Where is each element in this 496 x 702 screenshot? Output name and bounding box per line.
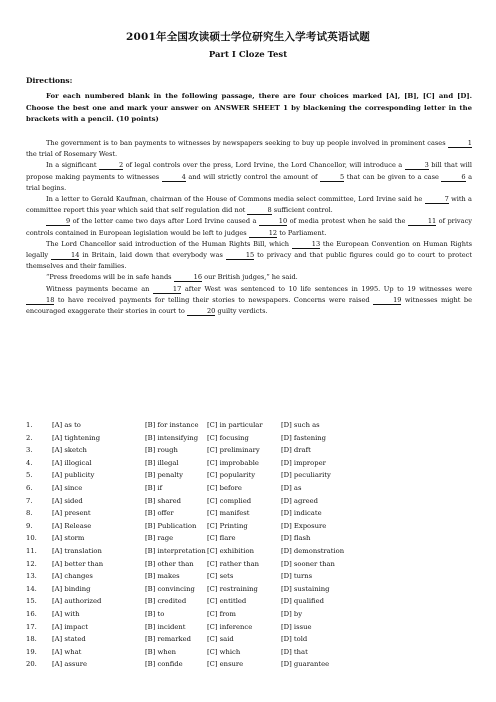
option-row bbox=[26, 532, 361, 545]
answer-options bbox=[26, 419, 361, 671]
section-subtitle: Part I Cloze Test bbox=[208, 50, 288, 60]
option-a: [A] illogical bbox=[52, 458, 92, 467]
option-c: [C] Printing bbox=[207, 521, 248, 530]
option-number: 11. bbox=[26, 546, 37, 555]
option-d: [D] indicate bbox=[281, 509, 322, 518]
passage-text: to have received payments for telling their stories to newspapers. Concerns were raised bbox=[54, 295, 374, 304]
numbered-blank: 13 bbox=[292, 240, 320, 249]
option-row bbox=[26, 444, 361, 457]
option-d: [D] agreed bbox=[281, 496, 318, 505]
passage-paragraph bbox=[26, 216, 472, 238]
passage-text: witnesses might be encouraged exaggerate their stories in court to bbox=[26, 295, 472, 316]
option-c: [C] entitled bbox=[207, 597, 247, 606]
numbered-blank: 5 bbox=[320, 173, 344, 182]
option-d: [D] sooner than bbox=[281, 559, 335, 568]
option-b: [B] Publication bbox=[145, 521, 197, 530]
option-number: 2. bbox=[26, 433, 33, 442]
option-b: [B] rage bbox=[145, 534, 174, 543]
passage-text: our British judges,” he said. bbox=[202, 273, 298, 282]
option-number: 12. bbox=[26, 559, 37, 568]
option-c: [C] rather than bbox=[207, 559, 260, 568]
option-number: 18. bbox=[26, 635, 37, 644]
option-number: 6. bbox=[26, 483, 33, 492]
passage-text: of media protest when he said the bbox=[287, 217, 408, 226]
option-row bbox=[26, 520, 361, 533]
passage-paragraph bbox=[26, 284, 472, 318]
option-d: [D] flash bbox=[281, 534, 311, 543]
passage-text: The government is to ban payments to witnesses by newspapers seeking to buy up people involved in prominent cases bbox=[46, 139, 448, 147]
passage-text: with a committee report this year which said that self regulation did not bbox=[26, 195, 472, 215]
option-d: [D] fastening bbox=[281, 433, 327, 442]
option-a: [A] sketch bbox=[52, 446, 87, 455]
passage-paragraph bbox=[26, 138, 472, 160]
option-b: [B] intensifying bbox=[145, 433, 199, 442]
option-a: [A] translation bbox=[52, 546, 102, 555]
passage-text: Witness payments became an bbox=[46, 284, 153, 293]
option-row bbox=[26, 658, 361, 671]
option-number: 20. bbox=[26, 660, 37, 669]
numbered-blank: 19 bbox=[373, 296, 401, 305]
option-number: 8. bbox=[26, 509, 33, 518]
option-a: [A] storm bbox=[52, 534, 85, 543]
option-c: [C] sets bbox=[207, 572, 234, 581]
option-number: 14. bbox=[26, 584, 37, 593]
passage-text: the trial of Rosemary West. bbox=[26, 150, 118, 159]
passage-paragraph bbox=[26, 160, 472, 194]
option-a: [A] better than bbox=[52, 559, 104, 568]
option-row bbox=[26, 545, 361, 558]
option-b: [B] credited bbox=[145, 597, 187, 606]
option-a: [A] as to bbox=[52, 421, 81, 429]
option-b: [B] penalty bbox=[145, 471, 184, 480]
option-b: [B] other than bbox=[145, 559, 194, 568]
option-d: [D] sustaining bbox=[281, 584, 330, 593]
option-c: [C] popularity bbox=[207, 471, 256, 480]
option-d: [D] improper bbox=[281, 458, 326, 467]
option-d: [D] demonstration bbox=[281, 546, 345, 555]
option-row bbox=[26, 432, 361, 445]
option-c: [C] exhibition bbox=[207, 546, 254, 555]
option-a: [A] sided bbox=[52, 496, 83, 505]
option-a: [A] impact bbox=[52, 622, 88, 631]
option-a: [A] with bbox=[52, 609, 80, 618]
option-b: [B] when bbox=[145, 647, 177, 656]
exam-title: 2001年全国攻读硕士学位研究生入学考试英语试题 bbox=[125, 31, 371, 43]
option-c: [C] complied bbox=[207, 496, 252, 505]
numbered-blank: 10 bbox=[259, 217, 287, 226]
option-d: [D] told bbox=[281, 635, 308, 644]
numbered-blank: 4 bbox=[162, 173, 186, 182]
option-row bbox=[26, 646, 361, 659]
numbered-blank: 12 bbox=[249, 229, 277, 238]
option-number: 16. bbox=[26, 609, 37, 618]
passage-text: guilty verdicts. bbox=[215, 307, 268, 316]
option-b: [B] to bbox=[145, 609, 165, 618]
option-row bbox=[26, 608, 361, 621]
option-a: [A] assure bbox=[52, 660, 88, 669]
option-d: [D] turns bbox=[281, 572, 313, 581]
option-c: [C] which bbox=[207, 647, 241, 656]
option-row bbox=[26, 621, 361, 634]
option-a: [A] stated bbox=[52, 635, 86, 644]
passage-text: of legal controls over the press, Lord Irvine, the Lord Chancellor, will introduce a bbox=[123, 161, 405, 170]
option-b: [B] interpretation bbox=[145, 546, 206, 555]
option-number: 10. bbox=[26, 534, 37, 543]
option-d: [D] qualified bbox=[281, 597, 324, 606]
option-c: [C] from bbox=[207, 609, 236, 618]
option-c: [C] focusing bbox=[207, 433, 249, 442]
numbered-blank: 20 bbox=[187, 307, 215, 316]
option-c: [C] flare bbox=[207, 534, 236, 543]
numbered-blank: 1 bbox=[448, 139, 472, 148]
passage-text: In a letter to Gerald Kaufman, chairman of the House of Commons media select committee, Lord Irvine said he bbox=[46, 195, 425, 204]
option-row bbox=[26, 570, 361, 583]
option-d: [D] guarantee bbox=[281, 660, 330, 669]
option-a: [A] authorized bbox=[52, 597, 102, 606]
option-c: [C] improbable bbox=[207, 458, 259, 467]
directions-heading: Directions: bbox=[26, 76, 73, 85]
option-row bbox=[26, 469, 361, 482]
numbered-blank: 16 bbox=[174, 273, 202, 282]
option-d: [D] that bbox=[281, 647, 308, 656]
option-number: 5. bbox=[26, 471, 33, 480]
passage-text: In a significant bbox=[46, 161, 99, 170]
option-row bbox=[26, 595, 361, 608]
option-c: [C] said bbox=[207, 635, 234, 644]
option-b: [B] convincing bbox=[145, 584, 195, 593]
option-b: [B] remarked bbox=[145, 635, 191, 644]
option-c: [C] in particular bbox=[207, 421, 263, 429]
passage-text: and will strictly control the amount of bbox=[185, 172, 321, 181]
directions-text: For each numbered blank in the following passage, there are four choices marked [A], [B], [C] and [D]. Choose the best one and mark your answer on ANSWER SHEET 1 by blackening the corresponding letter in the brackets with a pencil. (10 points) bbox=[26, 92, 472, 123]
option-a: [A] publicity bbox=[52, 471, 95, 480]
passage-text: that can be given to a case bbox=[344, 172, 442, 181]
option-d: [D] draft bbox=[281, 446, 311, 455]
option-a: [A] since bbox=[52, 483, 83, 492]
numbered-blank: 2 bbox=[99, 161, 123, 170]
option-b: [B] for instance bbox=[145, 421, 199, 429]
option-number: 7. bbox=[26, 496, 33, 505]
option-row bbox=[26, 558, 361, 571]
option-row bbox=[26, 633, 361, 646]
option-c: [C] before bbox=[207, 483, 242, 492]
option-c: [C] preliminary bbox=[207, 446, 260, 455]
option-c: [C] ensure bbox=[207, 660, 244, 669]
numbered-blank: 15 bbox=[226, 251, 254, 260]
passage-text: bill that will propose making payments to witnesses bbox=[26, 161, 472, 181]
option-d: [D] issue bbox=[281, 622, 312, 631]
numbered-blank: 11 bbox=[408, 217, 436, 226]
passage-text: sufficient control. bbox=[271, 206, 333, 215]
option-a: [A] present bbox=[52, 509, 91, 518]
passage-text: in Britain, laid down that everybody was bbox=[79, 251, 226, 260]
passage-text: after West was sentenced to 10 life sentences in 1995. Up to 19 witnesses were bbox=[181, 284, 472, 293]
option-number: 15. bbox=[26, 597, 37, 606]
option-d: [D] Exposure bbox=[281, 521, 327, 530]
option-row bbox=[26, 482, 361, 495]
option-b: [B] makes bbox=[145, 572, 180, 581]
option-b: [B] rough bbox=[145, 446, 178, 455]
passage-paragraph bbox=[26, 272, 472, 283]
option-a: [A] what bbox=[52, 647, 82, 656]
numbered-blank: 18 bbox=[26, 296, 54, 305]
option-b: [B] illegal bbox=[145, 458, 179, 467]
passage-text: The Lord Chancellor said introduction of the Human Rights Bill, which bbox=[46, 239, 292, 248]
option-row bbox=[26, 419, 361, 432]
option-a: [A] binding bbox=[52, 584, 91, 593]
option-row bbox=[26, 583, 361, 596]
option-number: 4. bbox=[26, 458, 33, 467]
option-a: [A] tightening bbox=[52, 433, 101, 442]
option-row bbox=[26, 495, 361, 508]
numbered-blank: 9 bbox=[46, 217, 70, 226]
option-number: 9. bbox=[26, 521, 33, 530]
option-d: [D] such as bbox=[281, 421, 320, 429]
passage-paragraph bbox=[26, 239, 472, 273]
numbered-blank: 3 bbox=[405, 161, 429, 170]
numbered-blank: 14 bbox=[51, 251, 79, 260]
passage-text: the European Convention on Human Rights legally bbox=[26, 239, 472, 260]
option-d: [D] peculiarity bbox=[281, 471, 331, 480]
option-row bbox=[26, 457, 361, 470]
option-a: [A] Release bbox=[52, 521, 92, 530]
passage-text: of the letter came two days after Lord Irvine caused a bbox=[70, 217, 259, 226]
option-d: [D] by bbox=[281, 609, 303, 618]
option-number: 13. bbox=[26, 572, 37, 581]
option-row bbox=[26, 507, 361, 520]
option-b: [B] shared bbox=[145, 496, 181, 505]
option-d: [D] as bbox=[281, 483, 302, 492]
option-b: [B] incident bbox=[145, 622, 186, 631]
passage-text: of privacy controls contained in European legislation would be left to judges bbox=[26, 217, 472, 237]
option-b: [B] if bbox=[145, 483, 163, 492]
cloze-passage bbox=[26, 138, 472, 317]
numbered-blank: 7 bbox=[425, 195, 449, 204]
passage-text: “Press freedoms will be in safe hands bbox=[46, 273, 174, 282]
option-number: 1. bbox=[26, 421, 33, 429]
passage-text: a trial begins. bbox=[26, 172, 473, 192]
option-b: [B] offer bbox=[145, 509, 174, 518]
option-number: 19. bbox=[26, 647, 37, 656]
option-a: [A] changes bbox=[52, 572, 93, 581]
passage-paragraph bbox=[26, 194, 472, 216]
option-c: [C] inference bbox=[207, 622, 253, 631]
numbered-blank: 8 bbox=[247, 206, 271, 215]
option-number: 17. bbox=[26, 622, 37, 631]
numbered-blank: 17 bbox=[153, 285, 181, 294]
option-c: [C] manifest bbox=[207, 509, 250, 518]
option-number: 3. bbox=[26, 446, 33, 455]
numbered-blank: 6 bbox=[441, 173, 465, 182]
option-c: [C] restraining bbox=[207, 584, 258, 593]
passage-text: to Parliament. bbox=[277, 228, 327, 237]
option-b: [B] confide bbox=[145, 660, 183, 669]
passage-text: to privacy and that public figures could go to court to protect themselves and their families. bbox=[26, 251, 472, 271]
